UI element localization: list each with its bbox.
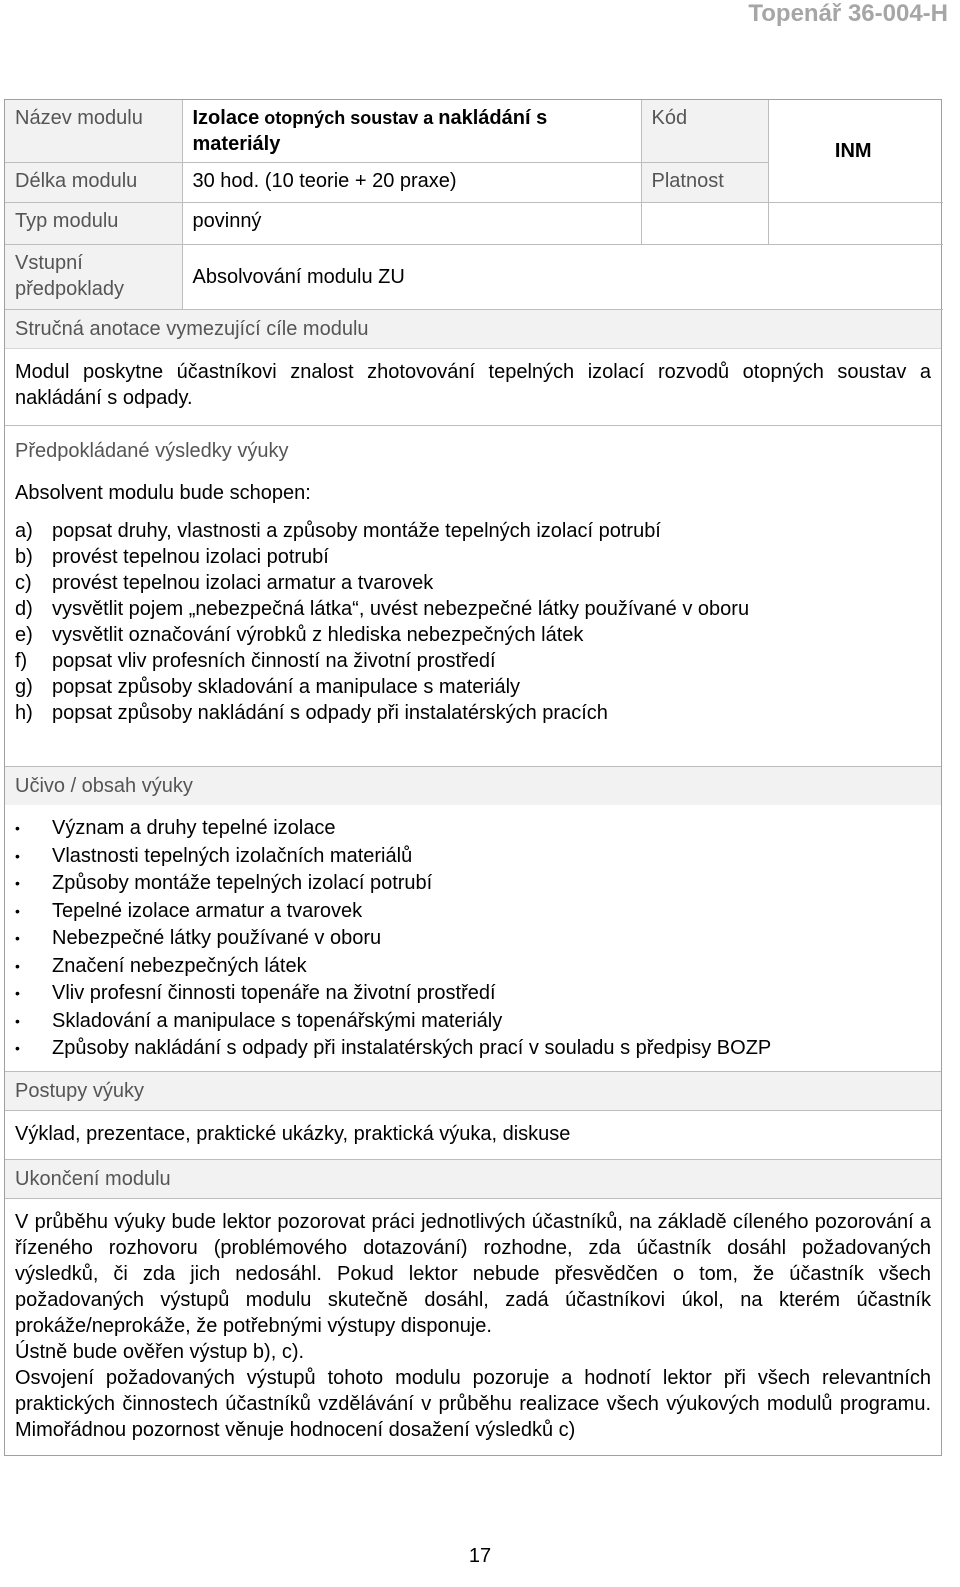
empty-cell	[768, 203, 943, 245]
bullet-icon: •	[15, 875, 20, 891]
item-marker: h)	[15, 702, 33, 724]
item-text: Značení nebezpečných látek	[52, 954, 307, 977]
bullet-icon: •	[15, 985, 20, 1001]
item-text: Vlastnosti tepelných izolačních materiálů	[52, 844, 413, 867]
code-value: INM	[768, 100, 943, 203]
module-name-mid: otopných soustav a	[259, 108, 439, 128]
results-intro: Absolvent modulu bude schopen:	[15, 482, 311, 504]
bullet-icon: •	[15, 1012, 20, 1029]
bullet-icon: •	[15, 902, 20, 919]
curriculum-list	[15, 815, 931, 1063]
item-text: Způsoby montáže tepelných izolací potrubí	[52, 872, 433, 894]
prerequisites-label-line2: předpoklady	[15, 278, 124, 300]
module-length-label: Délka modulu	[5, 163, 182, 203]
curriculum-item	[15, 925, 931, 953]
module-type-label: Typ modulu	[5, 203, 182, 245]
page-number: 17	[468, 1545, 492, 1567]
module-name-rest: nakládání s materiály	[192, 107, 548, 155]
curriculum-title: Učivo / obsah výuky	[5, 766, 941, 805]
methods-text: Výklad, prezentace, praktické ukázky, praktická výuka, diskuse	[5, 1110, 941, 1159]
item-text: vysvětlit označování výrobků z hlediska nebezpečných látek	[52, 624, 584, 646]
item-text: popsat vliv profesních činností na životní prostředí	[52, 650, 496, 672]
module-name-label: Název modulu	[5, 100, 182, 163]
item-text: Nebezpečné látky používané v oboru	[52, 927, 382, 949]
annotation-title: Stručná anotace vymezující cíle modulu	[5, 310, 941, 348]
item-marker: c)	[15, 572, 32, 594]
item-marker: g)	[15, 676, 33, 698]
bullet-icon: •	[15, 930, 20, 946]
validity-value	[641, 203, 768, 245]
prerequisites-label	[5, 245, 182, 310]
curriculum-item	[15, 1035, 931, 1063]
curriculum-item	[15, 870, 931, 898]
item-text: popsat druhy, vlastnosti a způsoby montáže tepelných izolací potrubí	[52, 520, 661, 542]
completion-paragraph: Osvojení požadovaných výstupů tohoto modulu pozoruje a hodnotí lektor při všech relevantních praktických činnostech účastníků vzdělávání v průběhu realizace všech výukových modulů programu. Mimořádnou pozornost věnuje hodnocení dosažení výsledků c)	[15, 1366, 931, 1441]
curriculum-item	[15, 898, 931, 926]
results-item	[15, 700, 931, 726]
curriculum-item	[15, 980, 931, 1008]
results-item	[15, 674, 931, 700]
item-text: Skladování a manipulace s topenářskými materiály	[52, 1009, 503, 1032]
curriculum-item	[15, 1008, 931, 1036]
item-text: provést tepelnou izolaci armatur a tvarovek	[52, 572, 434, 594]
curriculum-item	[15, 815, 931, 843]
item-marker: b)	[15, 546, 33, 568]
results-item	[15, 570, 931, 596]
completion-paragraph: V průběhu výuky bude lektor pozorovat práci jednotlivých účastníků, na základě cíleného pozorování a řízeného rozhovoru (problémového dotazování) rozhodne, zda účastník dosáhl požadovaných výsledků, či zda jich nedosáhl. Pokud lektor nebude přesvědčen o tom, že účastník všech požadovaných výstupů modulu skutečně dosáhl, zadá účastníkovi úkol, na kterém účastník prokáže/neprokáže, že potřebnými výstupy disponuje.	[15, 1210, 931, 1337]
completion-title: Ukončení modulu	[5, 1159, 941, 1198]
module-length-value: 30 hod. (10 teorie + 20 praxe)	[182, 163, 641, 203]
curriculum-item	[15, 953, 931, 981]
code-label: Kód	[641, 100, 768, 163]
item-text: provést tepelnou izolaci potrubí	[52, 546, 329, 568]
item-marker: d)	[15, 598, 33, 620]
curriculum-body	[5, 805, 941, 1071]
bullet-icon: •	[15, 820, 20, 836]
completion-body	[5, 1198, 941, 1455]
prerequisites-value: Absolvování modulu ZU	[182, 245, 943, 310]
item-text: vysvětlit pojem „nebezpečná látka“, uvést nebezpečné látky používané v oboru	[52, 598, 750, 620]
results-item	[15, 622, 931, 648]
item-text: popsat způsoby nakládání s odpady při instalatérských pracích	[52, 702, 608, 724]
bullet-icon: •	[15, 1040, 20, 1056]
item-marker: f)	[15, 650, 28, 672]
module-card	[4, 99, 942, 1456]
prerequisites-label-line1: Vstupní	[15, 252, 83, 274]
results-item	[15, 544, 931, 570]
item-text: Vliv profesní činnosti topenáře na životní prostředí	[52, 982, 496, 1004]
module-name-strong: Izolace	[192, 107, 260, 129]
module-type-value: povinný	[182, 203, 641, 245]
bullet-icon: •	[15, 957, 20, 974]
validity-label: Platnost	[641, 163, 768, 203]
item-text: Způsoby nakládání s odpady při instalatérských prací v souladu s předpisy BOZP	[52, 1037, 772, 1059]
results-list	[15, 518, 931, 726]
results-item	[15, 518, 931, 544]
methods-title: Postupy výuky	[5, 1071, 941, 1110]
completion-paragraph: Ústně bude ověřen výstup b), c).	[15, 1340, 305, 1363]
item-marker: e)	[15, 624, 33, 646]
module-meta-table	[5, 100, 943, 310]
annotation-text: Modul poskytne účastníkovi znalost zhotovování tepelných izolací rozvodů otopných soustav a nakládání s odpady.	[5, 348, 941, 425]
item-text: Význam a druhy tepelné izolace	[52, 817, 336, 839]
module-name-value	[182, 100, 641, 163]
item-marker: a)	[15, 520, 33, 542]
bullet-icon: •	[15, 847, 20, 864]
document-header: Topenář 36-004-H	[748, 0, 948, 27]
results-title: Předpokládané výsledky výuky	[5, 425, 941, 474]
curriculum-item	[15, 843, 931, 871]
results-body	[5, 474, 941, 766]
results-item	[15, 596, 931, 622]
results-item	[15, 648, 931, 674]
item-text: popsat způsoby skladování a manipulace s materiály	[52, 676, 521, 698]
item-text: Tepelné izolace armatur a tvarovek	[52, 899, 363, 922]
